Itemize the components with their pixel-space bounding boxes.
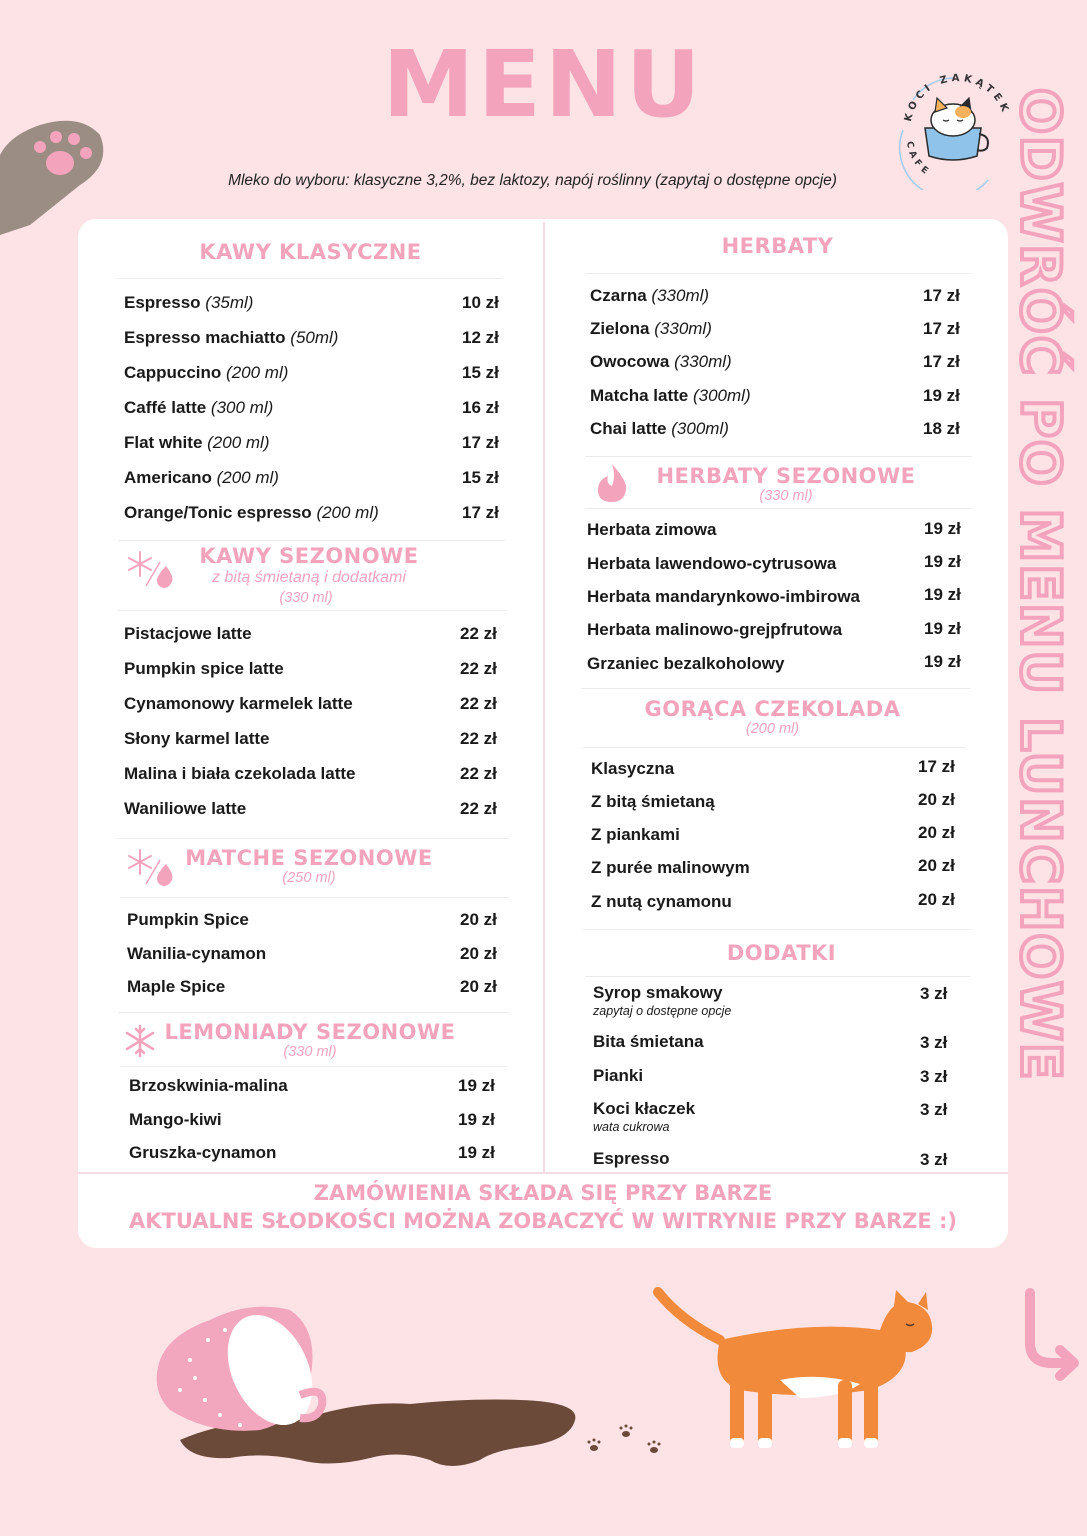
section-kawy-klasyczne [118,240,503,264]
logo-bottom-text: CAFE [903,140,933,179]
menu-item: Słony karmel latte [124,729,270,748]
menu-item: Z purée malinowym [591,858,750,877]
item-price: 19 zł [923,386,960,405]
menu-item: Chai latte (300ml) [590,419,729,438]
menu-item: Pumpkin Spice [127,910,249,929]
menu-item: Pistacjowe latte [124,624,252,643]
snowflake-icon [124,1024,156,1058]
item-price: 19 zł [924,552,961,571]
snowflake-flame-icon [126,848,178,888]
section-line [118,540,505,541]
item-price: 22 zł [460,694,497,713]
snowflake-flame-icon [126,550,178,590]
milk-note: Mleko do wyboru: klasyczne 3,2%, bez laktozy, napój roślinny (zapytaj o dostępne opcje) [228,172,837,189]
section-herbaty-sezonowe [652,464,920,505]
menu-item: Pianki [593,1066,644,1085]
section-title: GORĄCA CZEKOLADA [644,697,901,721]
item-price: 17 zł [918,757,955,776]
menu-item: Malina i biała czekolada latte [124,764,356,783]
menu-item: Maple Spice [127,977,226,996]
section-dodatki [590,941,973,965]
menu-item: Gruszka-cynamon [129,1143,277,1162]
menu-item: Espresso [593,1149,670,1168]
section-line [583,929,970,930]
logo-top-text: KOCI ZAKĄTEK [902,73,1012,123]
section-line [120,1066,507,1067]
section-size: (200 ml) [745,721,800,737]
menu-item: Espresso (35ml) [124,293,254,312]
item-price: 20 zł [918,823,955,842]
menu-item: Herbata mandarynkowo-imbirowa [587,587,861,606]
item-price: 12 zł [462,328,499,347]
section-line [581,688,970,689]
item-price: 3 zł [920,1100,948,1119]
section-goraca-czekolada [585,697,960,738]
item-price: 20 zł [460,944,497,963]
section-size: (330 ml) [279,590,333,606]
page-title: MENU [382,31,705,138]
item-price: 19 zł [924,619,961,638]
item-price: 22 zł [460,729,497,748]
section-title: KAWY KLASYCZNE [199,240,422,264]
section-line [585,456,972,457]
item-price: 3 zł [920,1033,948,1052]
menu-item: Caffé latte (300 ml) [124,398,274,417]
section-size: (250 ml) [282,870,336,886]
cafe-logo [893,60,1013,190]
section-line [585,976,970,977]
menu-item: Brzoskwinia-malina [129,1076,288,1095]
menu-item: Zielona (330ml) [590,319,712,338]
section-line [585,273,970,274]
section-title: HERBATY [721,234,834,258]
item-price: 20 zł [918,890,955,909]
cat-in-cup-icon [925,98,988,160]
item-price: 19 zł [924,519,961,538]
menu-item: Americano (200 ml) [124,468,279,487]
item-price: 3 zł [920,1067,948,1086]
section-title: DODATKI [726,941,837,965]
item-price: 17 zł [462,503,499,522]
menu-item: Mango-kiwi [129,1110,222,1129]
item-price: 19 zł [458,1076,495,1095]
item-price: 20 zł [460,910,497,929]
item-price: 3 zł [920,984,948,1003]
section-line [118,838,509,839]
menu-item: Klasyczna [591,759,675,778]
section-title: KAWY SEZONOWE [199,544,419,568]
column-divider [543,222,545,1172]
walking-cat-icon [650,1280,950,1460]
footer-divider [78,1172,1008,1174]
item-price: 19 zł [458,1110,495,1129]
item-price: 19 zł [924,585,961,604]
menu-item: Cappuccino (200 ml) [124,363,289,382]
item-price: 15 zł [462,363,499,382]
section-herbaty [585,234,970,258]
lunch-menu-side-note: ODWRÓĆ PO MENU LUNCHOWE [1009,88,1072,1082]
menu-item: Waniliowe latte [124,799,247,818]
section-title: HERBATY SEZONOWE [656,464,916,488]
section-title: MATCHE SEZONOWE [185,846,433,870]
menu-item: Czarna (330ml) [590,286,710,305]
menu-item: Herbata lawendowo-cytrusowa [587,554,837,573]
section-lemoniady-sezonowe [162,1020,458,1061]
section-size: (330 ml) [283,1044,337,1060]
cat-paw-icon [0,95,110,235]
section-size: (330 ml) [759,488,813,504]
item-price: 22 zł [460,764,497,783]
item-price: 17 zł [923,286,960,305]
item-price: 17 zł [462,433,499,452]
item-price: 22 zł [460,659,497,678]
menu-item: Z nutą cynamonu [591,892,732,911]
item-price: 17 zł [923,352,960,371]
section-matche-sezonowe [182,846,436,887]
item-price: 20 zł [918,790,955,809]
section-line [118,278,503,279]
menu-item: Owocowa (330ml) [590,352,732,371]
menu-item: Pumpkin spice latte [124,659,284,678]
menu-item: Orange/Tonic espresso (200 ml) [124,503,379,522]
section-title: LEMONIADY SEZONOWE [164,1020,456,1044]
section-line [583,747,966,748]
menu-item: Syrop smakowy zapytaj o dostępne opcje [593,983,732,1018]
section-line [118,1012,509,1013]
section-line [118,610,507,611]
section-subtitle: z bitą śmietaną i dodatkami [212,569,406,586]
flame-icon [594,462,630,504]
menu-item: Wanilia-cynamon [127,944,267,963]
spilled-cup-icon [150,1300,590,1480]
item-price: 15 zł [462,468,499,487]
item-price: 17 zł [923,319,960,338]
item-price: 3 zł [920,1150,948,1169]
item-price: 16 zł [462,398,499,417]
item-price: 10 zł [462,293,499,312]
menu-item: Koci kłaczek wata cukrowa [593,1099,696,1134]
menu-item: Herbata zimowa [587,520,717,539]
sweets-note: AKTUALNE SŁODKOŚCI MOŻNA ZOBACZYĆ W WITRYNIE PRZY BARZE :) [128,1209,958,1233]
menu-item: Cynamonowy karmelek latte [124,694,353,713]
curved-arrow-icon [1010,1288,1085,1383]
menu-item: Grzaniec bezalkoholowy [587,654,785,673]
menu-item: Z piankami [591,825,680,844]
order-at-bar-note: ZAMÓWIENIA SKŁADA SIĘ PRZY BARZE [313,1181,773,1205]
item-price: 19 zł [924,652,961,671]
item-price: 20 zł [918,856,955,875]
menu-item: Espresso machiatto (50ml) [124,328,339,347]
menu-item: Z bitą śmietaną [591,792,715,811]
menu-item: Matcha latte (300ml) [590,386,751,405]
item-price: 20 zł [460,977,497,996]
section-kawy-sezonowe [180,544,438,587]
menu-item: Bita śmietana [593,1032,704,1051]
item-price: 18 zł [923,419,960,438]
menu-item: Herbata malinowo-grejpfrutowa [587,620,843,639]
section-line [585,508,972,509]
menu-item: Flat white (200 ml) [124,433,270,452]
item-price: 22 zł [460,624,497,643]
item-price: 19 zł [458,1143,495,1162]
section-line [120,897,509,898]
item-price: 22 zł [460,799,497,818]
